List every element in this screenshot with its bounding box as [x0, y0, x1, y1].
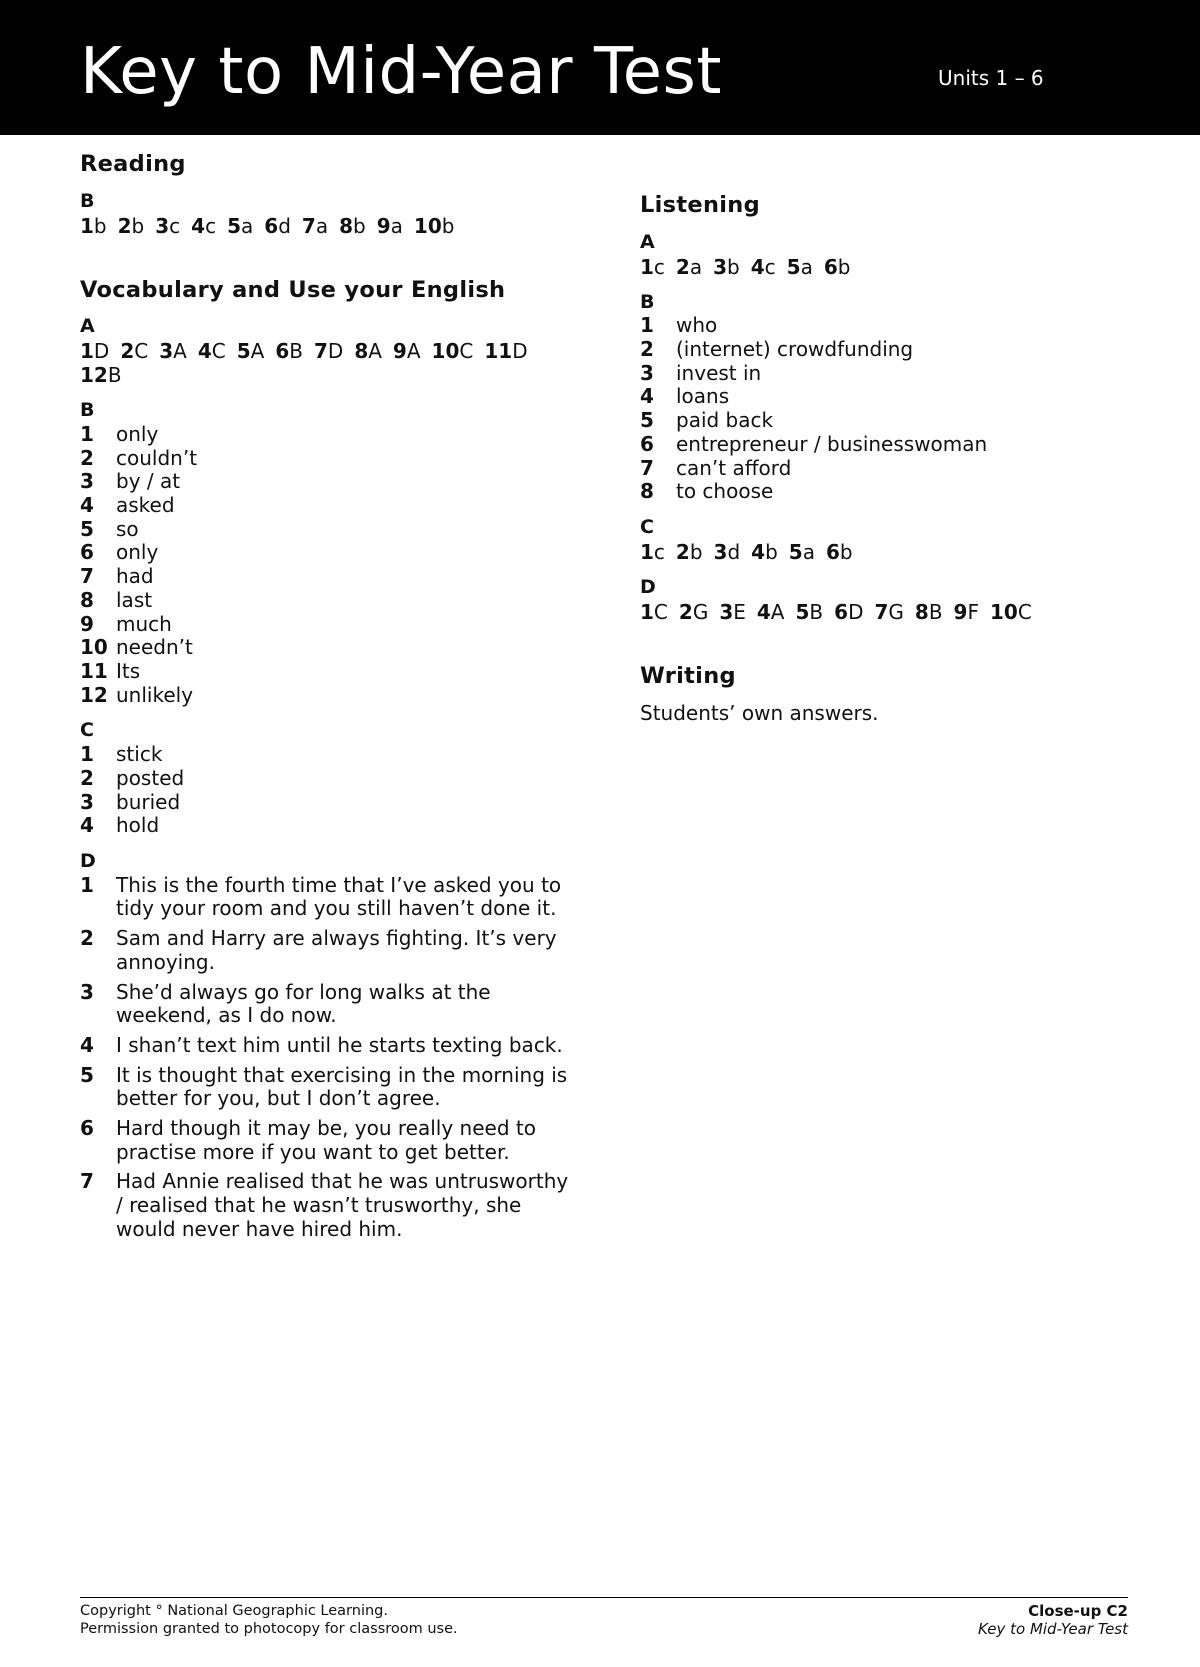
answer-item: 4c — [750, 254, 776, 279]
list-item: 4 I shan’t text him until he starts texting back. — [80, 1032, 563, 1057]
listening-a-answers — [640, 255, 1160, 279]
list-item: 6 entrepreneur / businesswoman — [640, 431, 988, 456]
answer-item: 4c — [191, 213, 217, 238]
answer-item: 6D — [834, 599, 864, 624]
reading-b-answers — [80, 214, 570, 238]
vocabulary-a-label: A — [80, 315, 95, 338]
listening-c-label: C — [640, 515, 654, 538]
vocabulary-d-label: D — [80, 849, 96, 872]
reading-b-label: B — [80, 189, 95, 212]
list-item: 2 posted — [80, 765, 185, 790]
left-column — [80, 152, 570, 1248]
answer-item: 1D — [80, 339, 110, 364]
list-item: 5 It is thought that exercising in the morning is better for you, but I don’t agree. — [80, 1062, 568, 1111]
reading-heading: Reading — [80, 151, 186, 177]
answer-item: 1c — [640, 254, 665, 279]
answer-item: 1C — [640, 599, 668, 624]
answer-item: 7G — [874, 599, 904, 624]
answer-item: 3d — [713, 539, 741, 564]
copyright-text: Copyright ° National Geographic Learning. — [80, 1603, 388, 1619]
vocabulary-c-list — [80, 743, 570, 838]
answer-item: 10C — [989, 599, 1032, 624]
vocabulary-b-list — [80, 423, 570, 707]
header-banner — [0, 0, 1200, 135]
listening-d-answers — [640, 600, 1160, 624]
footer — [80, 1597, 1128, 1638]
answer-item: 7a — [301, 213, 329, 238]
answer-item: 9a — [376, 213, 403, 238]
listening-heading: Listening — [640, 192, 761, 218]
answer-item: 3c — [155, 213, 181, 238]
answer-item: 5a — [788, 539, 815, 564]
listening-b-list — [640, 314, 1160, 504]
list-item: 3 by / at — [80, 469, 181, 494]
list-item: 5 paid back — [640, 408, 774, 433]
answer-item: 5B — [795, 599, 824, 624]
answer-item: 2G — [678, 599, 709, 624]
permission-text: Permission granted to photocopy for classroom use. — [80, 1620, 458, 1637]
answer-item: 8B — [914, 599, 943, 624]
vocabulary-heading: Vocabulary and Use your English — [80, 276, 506, 303]
answer-item: 2a — [675, 254, 703, 279]
listening-d-label: D — [640, 575, 656, 598]
list-item: 10 needn’t — [80, 635, 193, 660]
list-item: 3 invest in — [640, 360, 762, 385]
list-item: 1 who — [640, 313, 718, 338]
writing-heading: Writing — [640, 662, 736, 689]
answer-item: 7D — [313, 339, 344, 364]
answer-item: 3A — [159, 339, 187, 364]
answer-item: 10C — [431, 339, 474, 364]
answer-item: 5a — [227, 213, 254, 238]
answer-item: 3E — [719, 599, 746, 624]
vocabulary-a-answers — [80, 339, 570, 387]
answer-item: 6b — [825, 539, 853, 564]
answer-item: 8b — [339, 213, 366, 238]
list-item: 12 unlikely — [80, 682, 194, 707]
answer-item: 2C — [120, 339, 149, 364]
list-item: 7 can’t afford — [640, 455, 792, 480]
answer-item: 2b — [117, 213, 145, 238]
answer-item: 3b — [713, 254, 740, 279]
answer-item: 12B — [80, 363, 122, 388]
book-title: Close-up C2 — [1028, 1602, 1128, 1620]
list-item: 8 to choose — [640, 479, 774, 504]
answer-item: 8A — [354, 339, 382, 364]
answer-item: 4A — [756, 599, 785, 624]
answer-item: 6b — [823, 254, 851, 279]
list-item: 9 much — [80, 611, 172, 636]
answer-item: 5A — [236, 339, 265, 364]
answer-item: 5a — [786, 254, 813, 279]
answer-item: 4C — [197, 339, 226, 364]
answer-item: 6d — [264, 213, 291, 238]
list-item: 2 (internet) crowdfunding — [640, 337, 914, 362]
answer-item: 1c — [640, 539, 665, 564]
answer-item: 9F — [953, 599, 979, 624]
list-item: 2 couldn’t — [80, 445, 198, 470]
answer-item: 9A — [392, 339, 421, 364]
list-item: 1 stick — [80, 742, 163, 767]
answer-item: 1b — [80, 213, 107, 238]
listening-b-label: B — [640, 290, 655, 313]
list-item: 4 loans — [640, 384, 730, 409]
vocabulary-d-list — [80, 874, 570, 1242]
list-item: 3 She’d always go for long walks at the weekend, as I do now. — [80, 979, 491, 1028]
list-item: 6 only — [80, 540, 159, 565]
list-item: 6 Hard though it may be, you really need to practise more if you want to get better. — [80, 1116, 536, 1164]
answer-item: 10b — [413, 213, 455, 238]
answer-item: 2b — [675, 539, 703, 564]
list-item: 1 only — [80, 421, 159, 446]
answer-item: 6B — [275, 339, 303, 364]
answer-item: 11D — [484, 339, 528, 364]
vocabulary-b-label: B — [80, 399, 95, 422]
list-item: 11 Its — [80, 658, 141, 683]
page-title: Key to Mid-Year Test — [80, 35, 722, 109]
list-item: 7 had — [80, 564, 154, 589]
answer-item: 4b — [751, 539, 778, 564]
list-item: 7 Had Annie realised that he was untrusworthy / realised that he wasn’t trusworthy, she would never have hired him. — [80, 1169, 569, 1241]
list-item: 8 last — [80, 587, 153, 612]
right-column — [640, 193, 1160, 725]
listening-c-answers — [640, 540, 1160, 564]
listening-a-label: A — [640, 230, 655, 253]
footer-subtitle: Key to Mid-Year Test — [977, 1619, 1128, 1638]
list-item: 3 buried — [80, 789, 181, 814]
list-item: 1 This is the fourth time that I’ve asked you to tidy your room and you still haven’t done it. — [80, 872, 562, 921]
list-item: 4 hold — [80, 813, 160, 838]
units-label: Units 1 – 6 — [938, 66, 1044, 90]
list-item: 4 asked — [80, 493, 175, 517]
list-item: 2 Sam and Harry are always fighting. It’s very annoying. — [80, 926, 557, 974]
list-item: 5 so — [80, 516, 139, 541]
vocabulary-c-label: C — [80, 719, 94, 742]
writing-text: Students’ own answers. — [640, 701, 879, 726]
